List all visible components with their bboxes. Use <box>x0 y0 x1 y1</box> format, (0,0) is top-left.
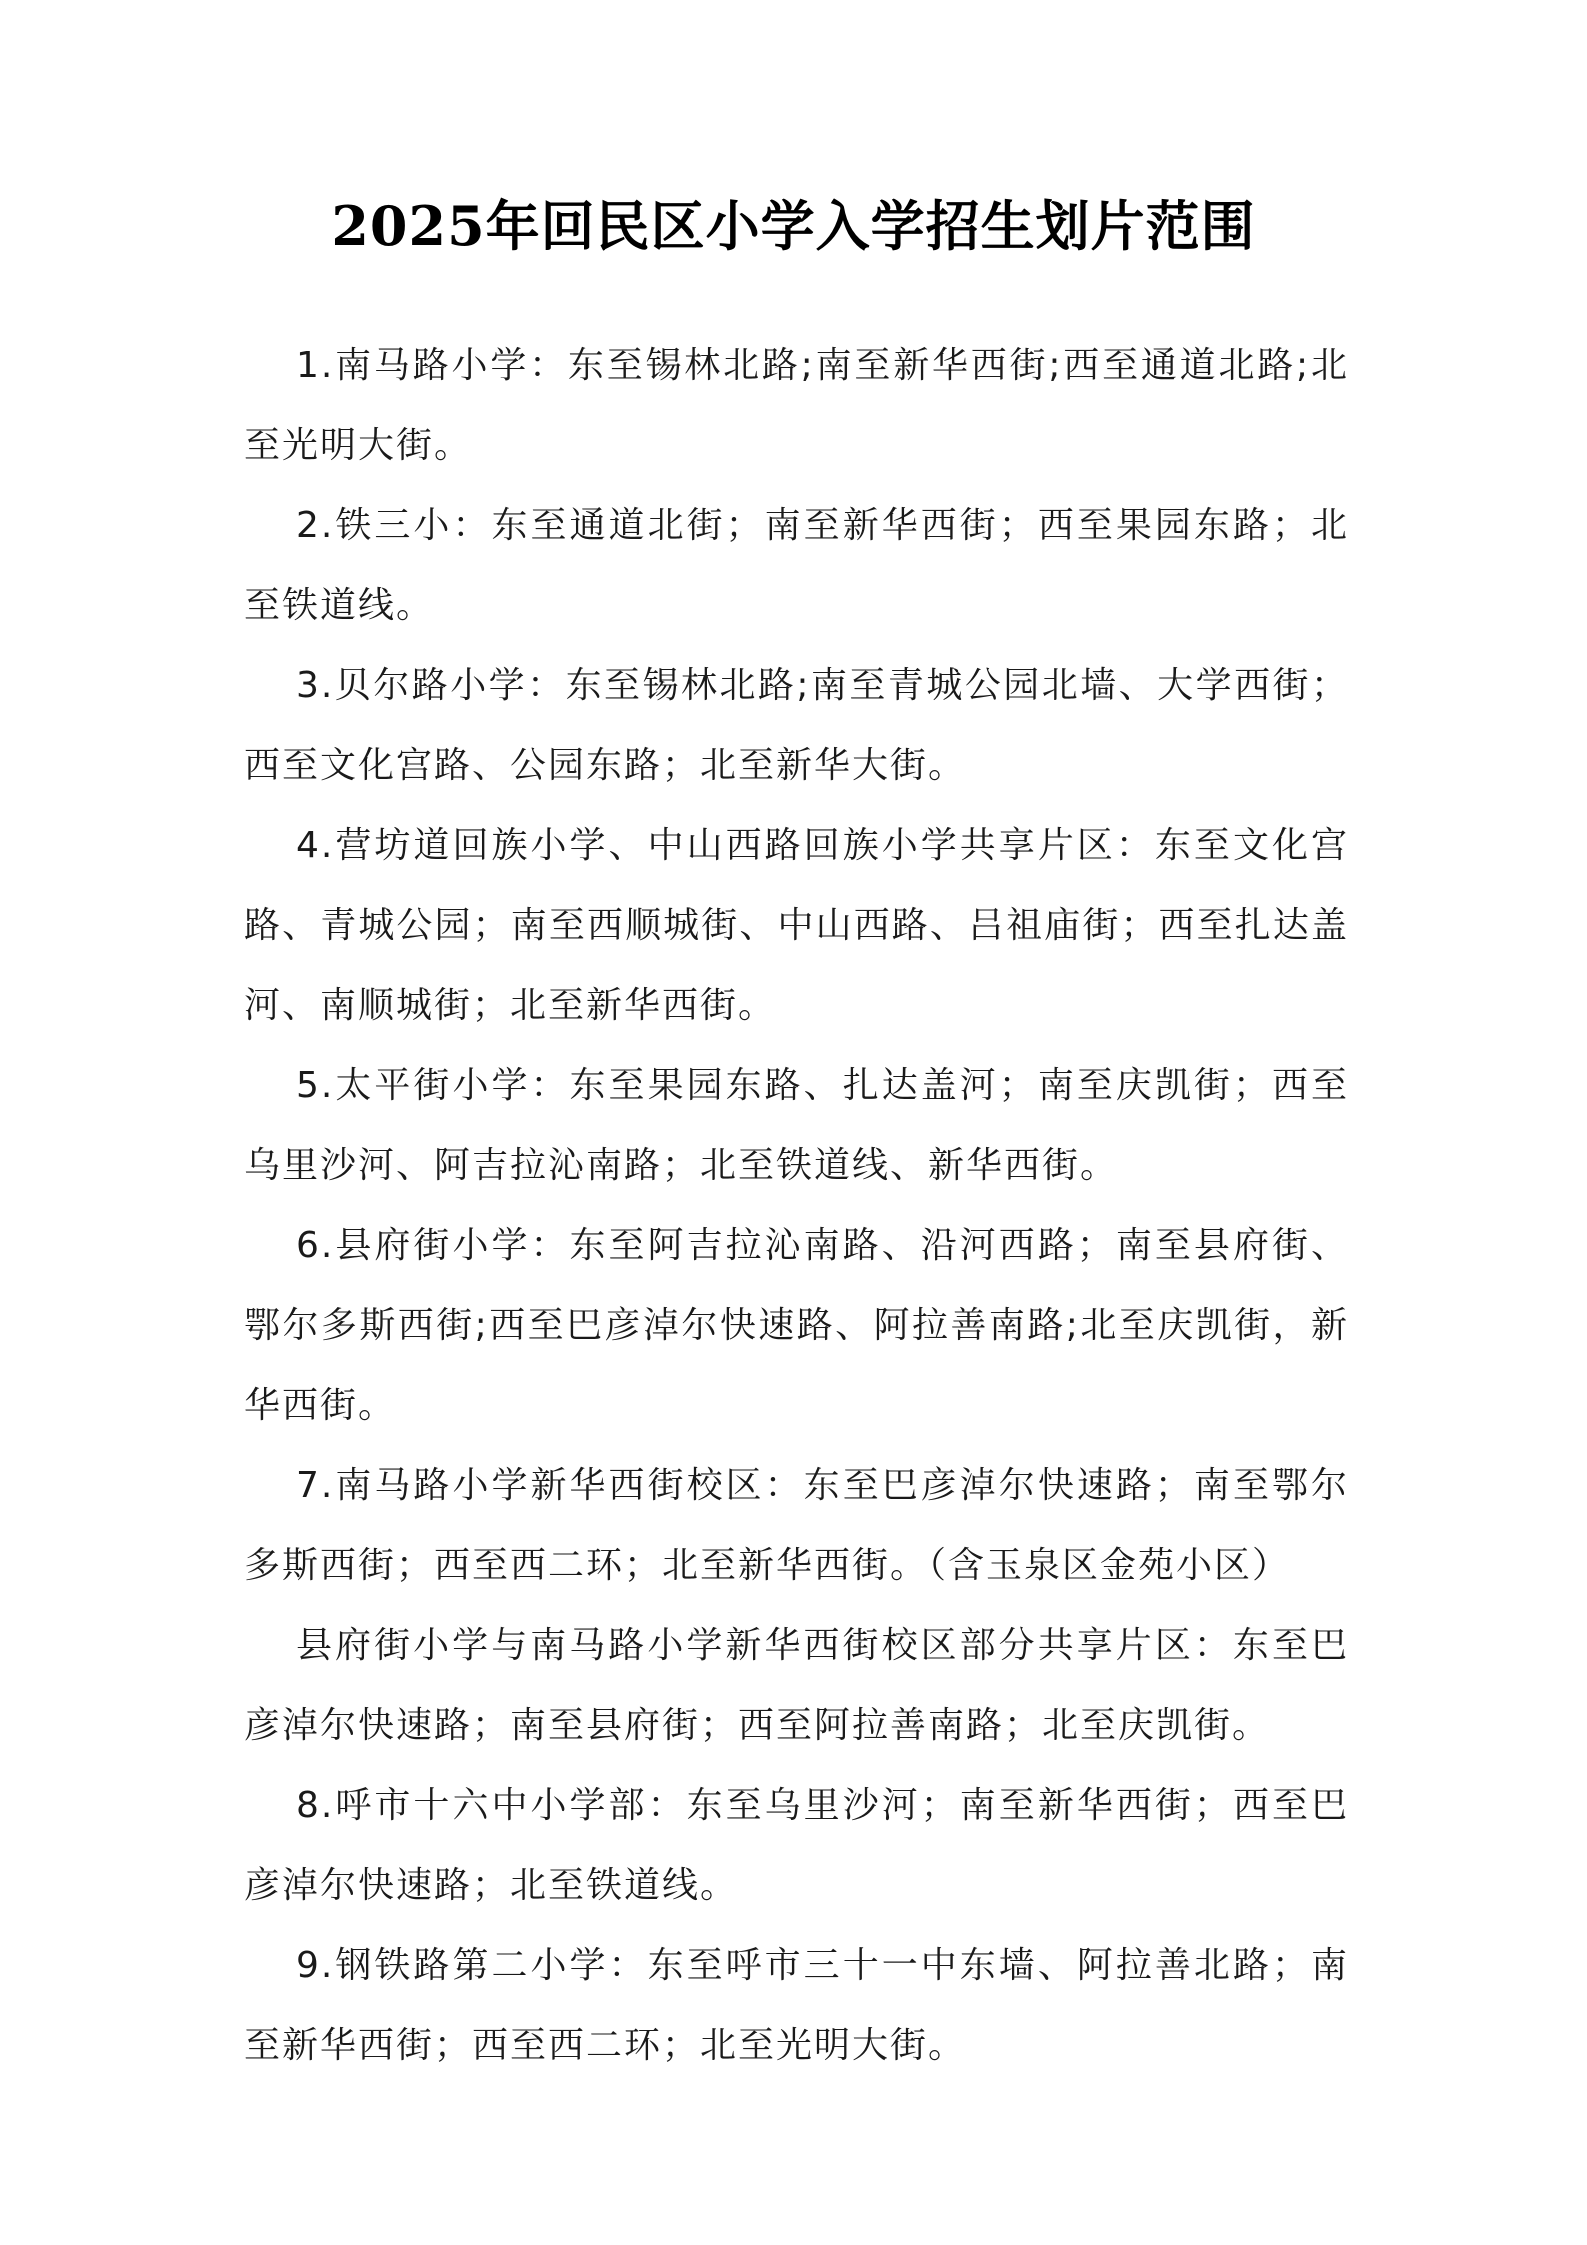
paragraph-yingfangdao-zhongshanxilu-shared: 4.营坊道回族小学、中山西路回族小学共享片区：东至文化宫路、青城公园；南至西顺城街、中山西路、吕祖庙街；西至扎达盖河、南顺城街；北至新华西街。 <box>244 825 1349 1026</box>
paragraph-beierlu-school: 3.贝尔路小学：东至锡林北路;南至青城公园北墙、大学西街；西至文化宫路、公园东路；北至新华大街。 <box>244 665 1349 786</box>
paragraph-xianfujie-school: 6.县府街小学：东至阿吉拉沁南路、沿河西路；南至县府街、鄂尔多斯西街;西至巴彦淖尔快速路、阿拉善南路;北至庆凯街，新华西街。 <box>244 1225 1349 1426</box>
paragraph-nanmalu-xinhuaxijie-campus: 7.南马路小学新华西街校区：东至巴彦淖尔快速路；南至鄂尔多斯西街；西至西二环；北至新华西街。（含玉泉区金苑小区） <box>244 1465 1349 1586</box>
document-body <box>244 326 1349 2086</box>
paragraph-taipingjie-school: 5.太平街小学：东至果园东路、扎达盖河；南至庆凯街；西至乌里沙河、阿吉拉沁南路；北至铁道线、新华西街。 <box>244 1065 1349 1186</box>
paragraph-gangtielu-second-school: 9.钢铁路第二小学：东至呼市三十一中东墙、阿拉善北路；南至新华西街；西至西二环；北至光明大街。 <box>244 1945 1349 2066</box>
paragraph-nanmalu-school: 1.南马路小学：东至锡林北路;南至新华西街;西至通道北路;北至光明大街。 <box>244 345 1349 466</box>
paragraph-shared-zone-xianfujie-nanmalu: 县府街小学与南马路小学新华西街校区部分共享片区：东至巴彦淖尔快速路；南至县府街；西至阿拉善南路；北至庆凯街。 <box>244 1625 1349 1746</box>
document-title: 2025年回民区小学入学招生划片范围 <box>331 194 1256 259</box>
paragraph-tiesanxiao-school: 2.铁三小：东至通道北街；南至新华西街；西至果园东路；北至铁道线。 <box>244 505 1349 626</box>
paragraph-shiliuzhong-primary: 8.呼市十六中小学部：东至乌里沙河；南至新华西街；西至巴彦淖尔快速路；北至铁道线。 <box>244 1785 1349 1906</box>
